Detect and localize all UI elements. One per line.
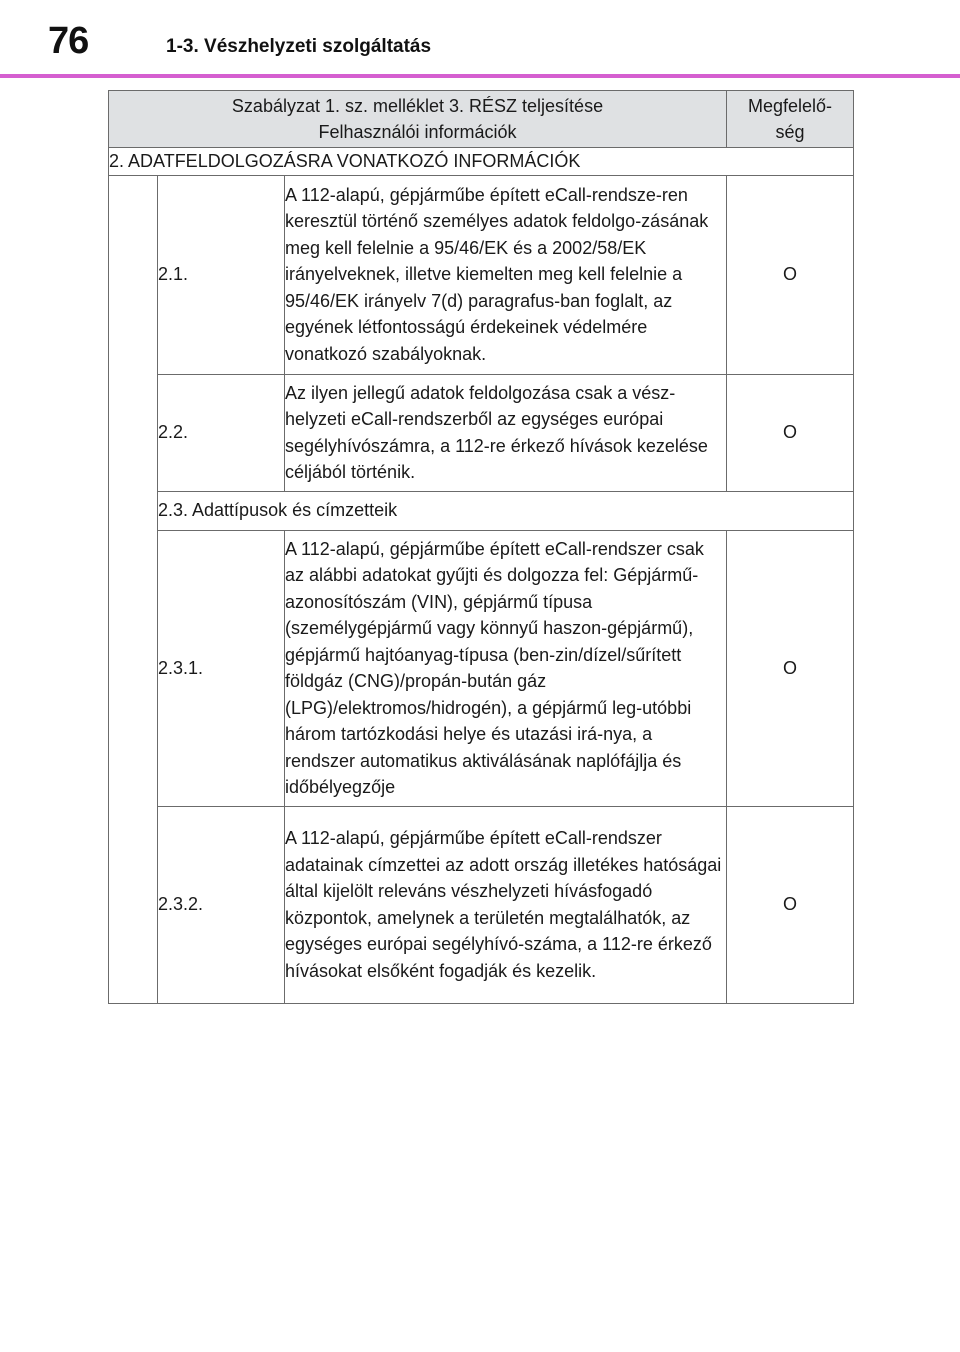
row-compliance: O [727,806,854,1003]
table-row [109,175,854,374]
section-title: 1-3. Vészhelyzeti szolgáltatás [166,36,432,57]
page-number: 76 [48,20,89,62]
table-header-compliance: Megfelelő- ség [727,91,854,148]
row-number: 2.3.1. [158,530,285,806]
row-text: Az ilyen jellegű adatok feldolgozása csak a vész-helyzeti eCall-rendszerből az egységes európai segélyhívószámra, a 112-re érkező hívások kezelése céljából történik. [285,374,727,491]
row-number: 2.3.2. [158,806,285,1003]
table-header-row [109,91,854,148]
row-compliance: O [727,175,854,374]
indent-cell [109,175,158,1003]
table-row [109,374,854,491]
regulation-table [108,90,854,1004]
subsection-row [109,491,854,530]
row-text: A 112-alapú, gépjárműbe épített eCall-rendszer csak az alábbi adatokat gyűjti és dolgozza fel: Gépjármű-azonosítószám (VIN), gépjármű típusa (személygépjármű vagy könnyű haszon-gépjármű), gépjármű hajtóanyag-típusa (ben-zin/dízel/sűrített földgáz (CNG)/propán-bután gáz (LPG)/elektromos/hidrogén), a gépjármű leg-utóbbi három tartózkodási helye és utazási irá-nya, a rendszer automatikus aktiválásának naplófájlja és időbélyegzője [285,530,727,806]
table-header-requirement: Szabályzat 1. sz. melléklet 3. RÉSZ teljesítése Felhasználói információk [109,91,727,148]
row-text: A 112-alapú, gépjárműbe épített eCall-rendsze-ren keresztül történő személyes adatok feldolgo-zásának meg kell felelnie a 95/46/EK és a 2002/58/EK irányelveknek, illetve kiemelten meg kell felelnie a 95/46/EK irányelv 7(d) paragrafus-ban foglalt, az egyének létfontosságú érdekeinek védelmére vonatkozó szabályoknak. [285,175,727,374]
row-text: A 112-alapú, gépjárműbe épített eCall-rendszer adatainak címzettei az adott ország illetékes hatóságai által kijelölt releváns vészhelyzeti hívásfogadó központok, amelynek a területén megtalálhatók, az egységes európai segélyhívó-száma, a 112-re érkező hívásokat elsőként fogadják és kezelik. [285,806,727,1003]
row-compliance: O [727,374,854,491]
table-row [109,806,854,1003]
section-row [109,148,854,176]
header-rule [0,74,960,78]
row-number: 2.2. [158,374,285,491]
subsection-heading: 2.3. Adattípusok és címzetteik [158,491,854,530]
row-number: 2.1. [158,175,285,374]
table-row [109,530,854,806]
page-header [0,0,960,80]
section-heading: 2. ADATFELDOLGOZÁSRA VONATKOZÓ INFORMÁCIÓK [109,148,854,176]
row-compliance: O [727,530,854,806]
